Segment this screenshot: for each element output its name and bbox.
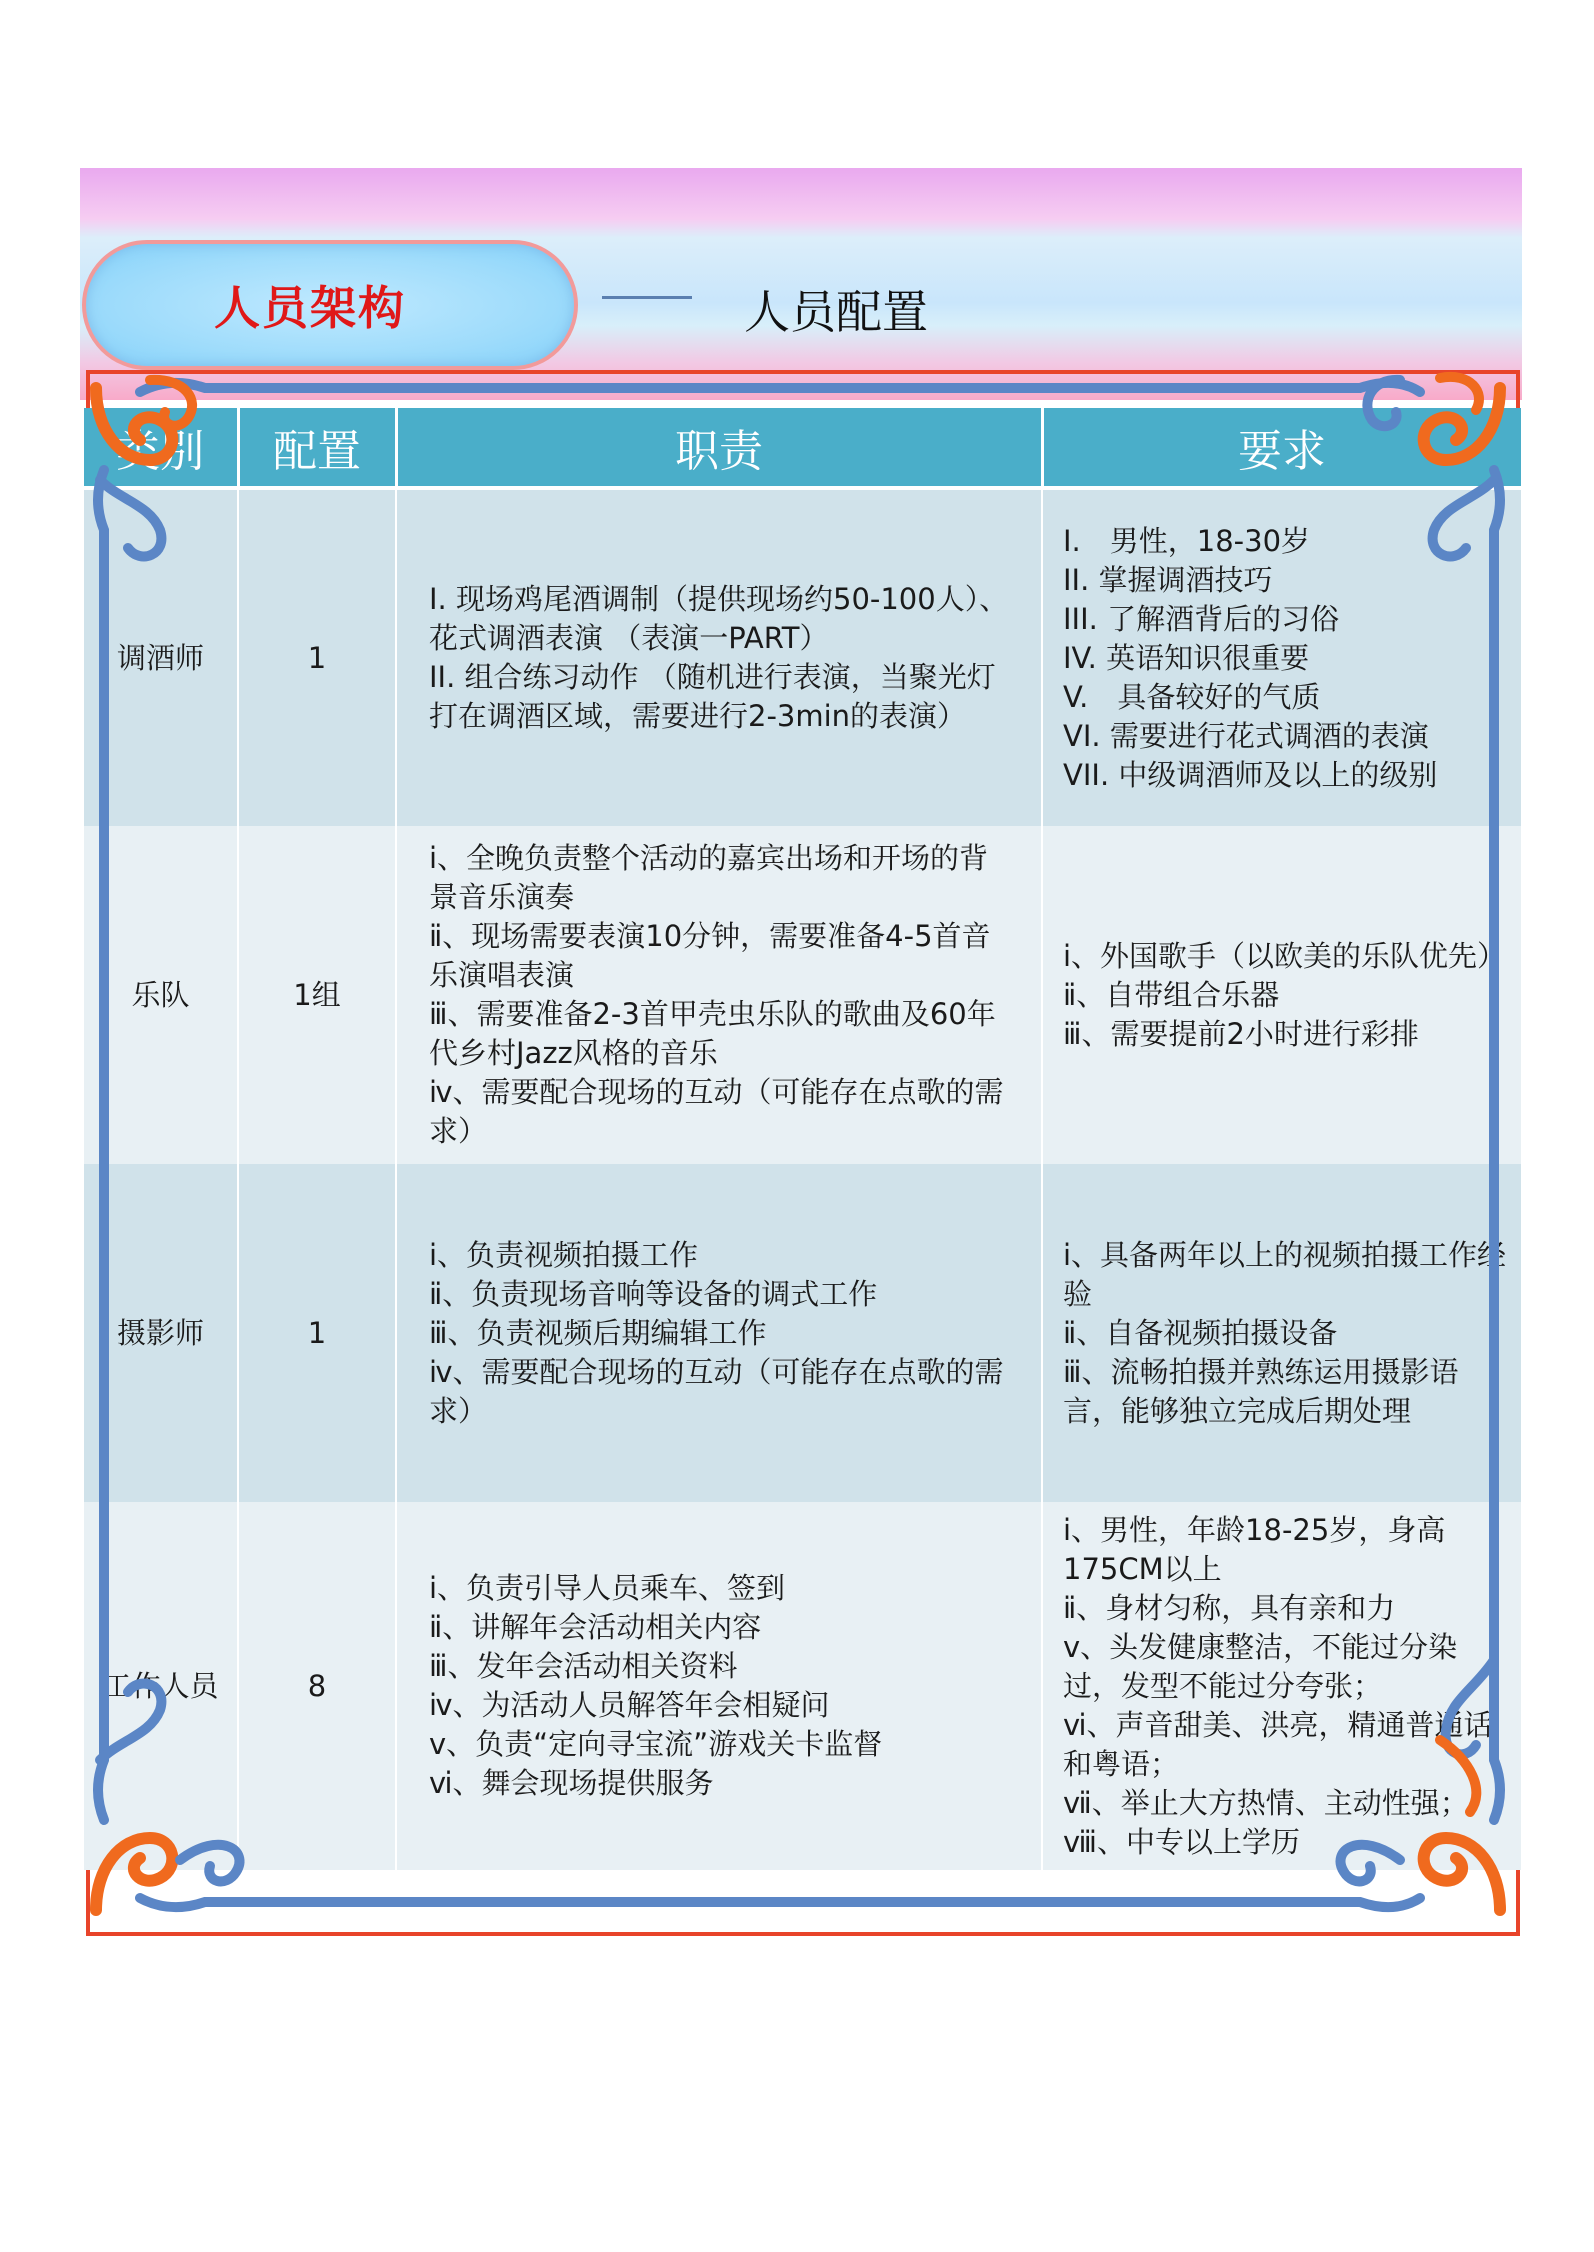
count-cell: 1组 bbox=[238, 826, 396, 1164]
duties-cell bbox=[396, 1502, 1042, 1870]
duty-item: ⅱ、负责现场音响等设备的调式工作 bbox=[429, 1276, 878, 1311]
requirement-item: II. 掌握调酒技巧 bbox=[1063, 562, 1273, 597]
requirement-item: ⅰ、具备两年以上的视频拍摄工作经验 bbox=[1063, 1237, 1507, 1311]
column-header-count: 配置 bbox=[238, 408, 396, 488]
duties-cell bbox=[396, 826, 1042, 1164]
title-divider bbox=[602, 296, 692, 299]
duty-item: ⅰ、负责视频拍摄工作 bbox=[429, 1237, 699, 1272]
count-cell: 8 bbox=[238, 1502, 396, 1870]
requirements-cell bbox=[1042, 1502, 1522, 1870]
duty-item: ⅳ、需要配合现场的互动（可能存在点歌的需求） bbox=[429, 1075, 1004, 1148]
requirements-cell bbox=[1042, 488, 1522, 826]
section-title: 人员架构 bbox=[214, 281, 406, 335]
table-row bbox=[84, 826, 1522, 1164]
role-cell: 乐队 bbox=[84, 826, 238, 1164]
requirement-item: ⅰ、外国歌手（以欧美的乐队优先） bbox=[1063, 938, 1507, 973]
duty-item: ⅰ、负责引导人员乘车、签到 bbox=[429, 1571, 786, 1605]
section-title-pill bbox=[82, 240, 578, 370]
requirement-item: ⅱ、身材匀称，具有亲和力 bbox=[1063, 1590, 1396, 1625]
duty-item: ⅲ、需要准备2-3首甲壳虫乐队的歌曲及60年代乡村Jazz风格的音乐 bbox=[429, 997, 996, 1070]
table-row bbox=[84, 1164, 1522, 1502]
requirement-item: ⅱ、自带组合乐器 bbox=[1063, 977, 1280, 1012]
duty-item: II. 组合练习动作 （随机进行表演，当聚光灯打在调酒区域，需要进行2-3min的表演） bbox=[429, 660, 996, 733]
requirement-item: ⅲ、需要提前2小时进行彩排 bbox=[1063, 1016, 1419, 1051]
duty-item: ⅰ、全晚负责整个活动的嘉宾出场和开场的背景音乐演奏 bbox=[429, 841, 989, 914]
requirement-item: III. 了解酒背后的习俗 bbox=[1063, 601, 1340, 636]
page-subtitle: 人员配置 bbox=[744, 285, 928, 339]
duties-cell bbox=[396, 1164, 1042, 1502]
table-row bbox=[84, 1502, 1522, 1870]
requirement-item: ⅰ、男性，年龄18-25岁，身高175CM以上 bbox=[1063, 1512, 1446, 1586]
count-cell: 1 bbox=[238, 488, 396, 826]
duty-item: ⅳ、需要配合现场的互动（可能存在点歌的需求） bbox=[429, 1354, 1004, 1428]
duties-cell bbox=[396, 488, 1042, 826]
count-cell: 1 bbox=[238, 1164, 396, 1502]
duty-item: ⅱ、讲解年会活动相关内容 bbox=[429, 1610, 762, 1644]
requirement-item: VII. 中级调酒师及以上的级别 bbox=[1063, 757, 1438, 792]
requirement-item: VI. 需要进行花式调酒的表演 bbox=[1063, 718, 1429, 753]
requirement-item: ⅲ、流畅拍摄并熟练运用摄影语言，能够独立完成后期处理 bbox=[1063, 1354, 1459, 1428]
duty-item: ⅴ、负责“定向寻宝流”游戏关卡监督 bbox=[429, 1727, 883, 1761]
column-header-requirements: 要求 bbox=[1042, 408, 1522, 488]
requirement-item: ⅴ、头发健康整洁，不能过分染过，发型不能过分夸张； bbox=[1063, 1629, 1458, 1703]
requirement-item: ⅵ、声音甜美、洪亮，精通普通话和粤语； bbox=[1063, 1707, 1493, 1781]
table-row bbox=[84, 488, 1522, 826]
requirement-item: ⅷ、中专以上学历 bbox=[1063, 1824, 1300, 1859]
column-header-duties: 职责 bbox=[396, 408, 1042, 488]
requirement-item: I. 男性，18-30岁 bbox=[1063, 523, 1311, 558]
duty-item: I. 现场鸡尾酒调制（提供现场约50-100人）、花式调酒表演 （表演一PART） bbox=[429, 582, 1009, 655]
requirements-cell bbox=[1042, 826, 1522, 1164]
duty-item: ⅳ、为活动人员解答年会相疑问 bbox=[429, 1688, 830, 1722]
role-cell: 摄影师 bbox=[84, 1164, 238, 1502]
requirement-item: V. 具备较好的气质 bbox=[1063, 679, 1321, 714]
requirement-item: ⅱ、自备视频拍摄设备 bbox=[1063, 1315, 1338, 1350]
duty-item: ⅵ、舞会现场提供服务 bbox=[429, 1766, 714, 1800]
duty-item: ⅲ、发年会活动相关资料 bbox=[429, 1649, 738, 1683]
role-cell: 调酒师 bbox=[84, 488, 238, 826]
staff-table bbox=[84, 408, 1524, 1870]
requirement-item: ⅶ、举止大方热情、主动性强； bbox=[1063, 1785, 1469, 1820]
duty-item: ⅲ、负责视频后期编辑工作 bbox=[429, 1315, 767, 1350]
table-header-row bbox=[84, 408, 1522, 488]
role-cell: 工作人员 bbox=[84, 1502, 238, 1870]
column-header-category: 类别 bbox=[84, 408, 238, 488]
requirements-cell bbox=[1042, 1164, 1522, 1502]
duty-item: ⅱ、现场需要表演10分钟，需要准备4-5首音乐演唱表演 bbox=[429, 919, 991, 992]
requirement-item: IV. 英语知识很重要 bbox=[1063, 640, 1310, 675]
